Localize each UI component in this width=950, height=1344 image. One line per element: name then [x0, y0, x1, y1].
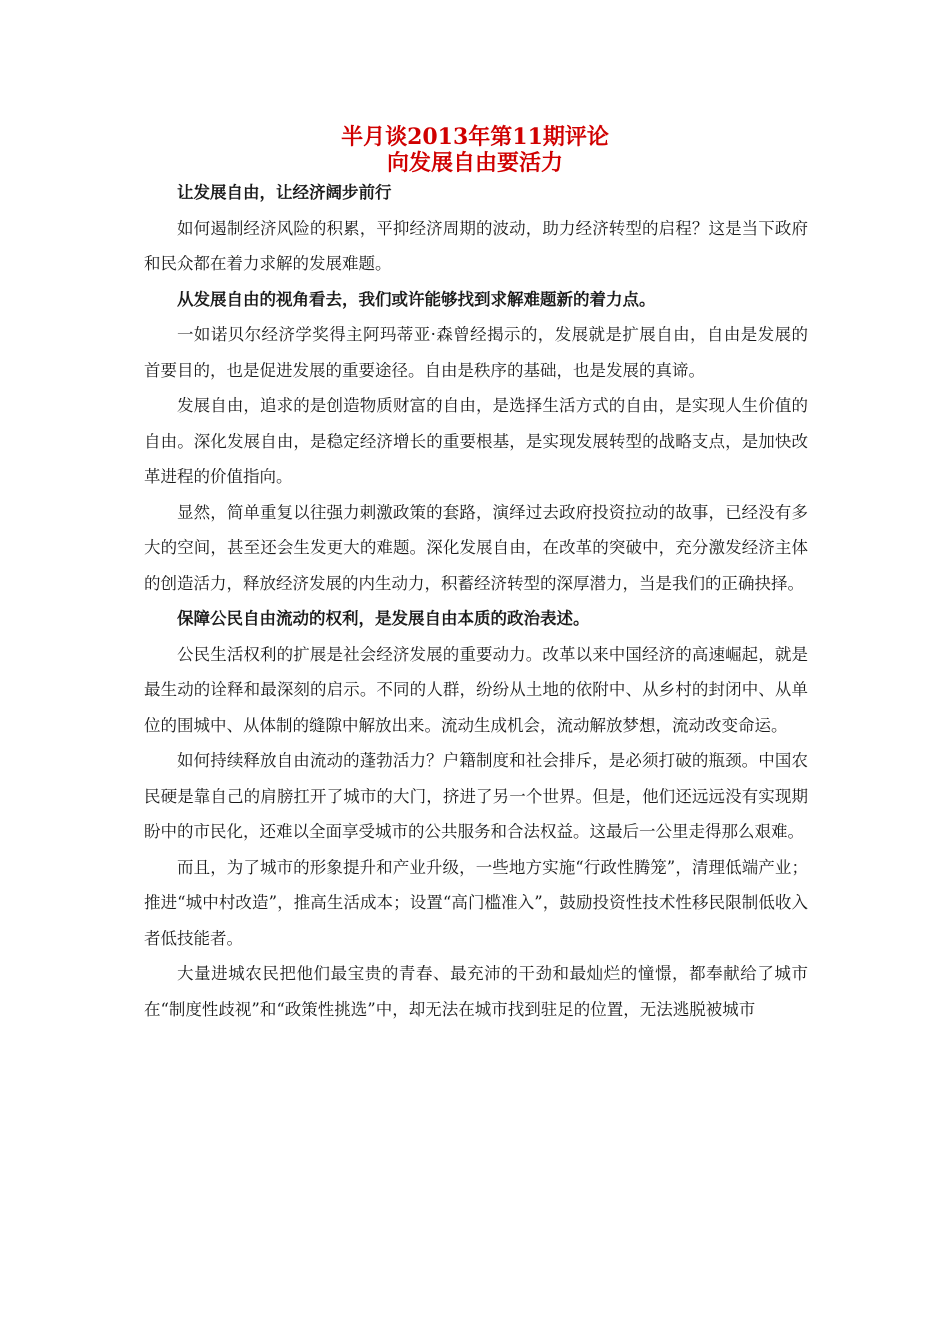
section-heading: 让发展自由，让经济阔步前行 [177, 183, 392, 202]
body-paragraph: 显然，简单重复以往强力刺激政策的套路，演绎过去政府投资拉动的故事，已经没有多大的空间，甚至还会生发更大的难题。深化发展自由，在改革的突破中，充分激发经济主体的创造活力，释放经济发展的内生动力，积蓄经济转型的深厚潜力，当是我们的正确抉择。 [144, 502, 808, 593]
article-body [144, 175, 808, 1027]
body-paragraph: 一如诺贝尔经济学奖得主阿玛蒂亚·森曾经揭示的，发展就是扩展自由，自由是发展的首要目的，也是促进发展的重要途径。自由是秩序的基础，也是发展的真谛。 [144, 325, 808, 380]
body-paragraph: 大量进城农民把他们最宝贵的青春、最充沛的干劲和最灿烂的憧憬，都奉献给了城市在“制度性歧视”和“政策性挑选”中，却无法在城市找到驻足的位置，无法逃脱被城市 [144, 964, 808, 1019]
body-paragraph: 公民生活权利的扩展是社会经济发展的重要动力。改革以来中国经济的高速崛起，就是最生动的诠释和最深刻的启示。不同的人群，纷纷从土地的依附中、从乡村的封闭中、从单位的围城中、从体制的缝隙中解放出来。流动生成机会，流动解放梦想，流动改变命运。 [144, 644, 808, 735]
body-paragraph: 发展自由，追求的是创造物质财富的自由，是选择生活方式的自由，是实现人生价值的自由。深化发展自由，是稳定经济增长的重要根基，是实现发展转型的战略支点，是加快改革进程的价值指向。 [144, 396, 808, 486]
section-heading: 保障公民自由流动的权利，是发展自由本质的政治表述。 [177, 609, 590, 628]
body-paragraph: 如何遏制经济风险的积累，平抑经济周期的波动，助力经济转型的启程？这是当下政府和民众都在着力求解的发展难题。 [144, 218, 808, 273]
document-title: 半月谈2013年第11期评论 [341, 124, 609, 150]
body-paragraph: 如何持续释放自由流动的蓬勃活力？户籍制度和社会排斥，是必须打破的瓶颈。中国农民硬是靠自己的肩膀扛开了城市的大门，挤进了另一个世界。但是，他们还远远没有实现期盼中的市民化，还难以全面享受城市的公共服务和合法权益。这最后一公里走得那么艰难。 [144, 751, 808, 841]
body-paragraph: 而且，为了城市的形象提升和产业升级，一些地方实施“行政性腾笼”，清理低端产业；推进“城中村改造”，推高生活成本；设置“高门槛准入”，鼓励投资性技术性移民限制低收入者低技能者。 [144, 857, 808, 948]
document-subtitle: 向发展自由要活力 [386, 150, 563, 176]
section-heading: 从发展自由的视角看去，我们或许能够找到求解难题新的着力点。 [177, 289, 656, 309]
